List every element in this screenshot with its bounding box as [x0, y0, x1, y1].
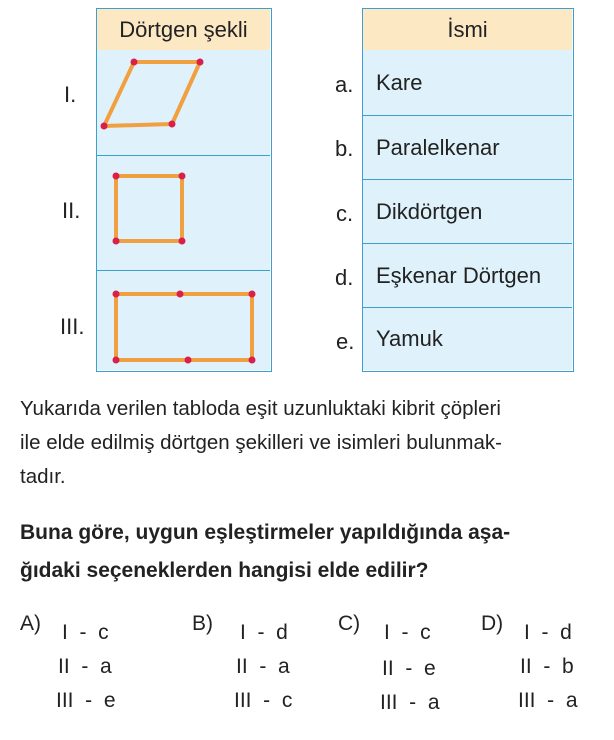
- option-b-line-3: III - c: [234, 689, 293, 712]
- option-b-line-1: I - d: [240, 621, 288, 644]
- name-letter-a: a.: [335, 72, 354, 97]
- shape-table-header: Dörtgen şekli: [97, 9, 270, 51]
- option-d-label[interactable]: D): [481, 612, 504, 635]
- parallelogram-shape: [104, 62, 200, 126]
- name-eskenar-dortgen: Eşkenar Dörtgen: [376, 262, 542, 288]
- rectangle-shape: [116, 294, 252, 360]
- description-line-2: ile elde edilmiş dörtgen şekilleri ve isimleri bulunmak-: [20, 431, 502, 454]
- square-shape: [116, 176, 182, 241]
- option-a-line-3: III - e: [56, 689, 116, 712]
- option-d-line-2: II - b: [520, 655, 574, 678]
- option-c-label[interactable]: C): [338, 612, 361, 635]
- option-b-label[interactable]: B): [192, 612, 213, 635]
- row-label-1: I.: [64, 82, 77, 107]
- name-yamuk: Yamuk: [376, 325, 443, 351]
- name-paralelkenar: Paralelkenar: [376, 134, 500, 160]
- option-c-line-2: II - e: [382, 657, 436, 680]
- question-line-1: Buna göre, uygun eşleştirmeler yapıldığında aşa-: [20, 521, 511, 544]
- row-label-2: II.: [62, 198, 81, 223]
- option-c-line-1: I - c: [384, 621, 431, 644]
- description-line-3: tadır.: [20, 465, 66, 488]
- description-line-1: Yukarıda verilen tabloda eşit uzunluktaki kibrit çöpleri: [20, 397, 501, 420]
- name-kare: Kare: [376, 70, 423, 95]
- name-letter-e: e.: [336, 329, 355, 354]
- name-letter-d: d.: [335, 265, 354, 290]
- name-table-header: İsmi: [363, 9, 572, 51]
- option-c-line-3: III - a: [380, 691, 440, 714]
- question-text: [20, 514, 610, 590]
- name-letter-c: c.: [336, 201, 354, 226]
- option-a-label[interactable]: A): [20, 612, 41, 635]
- row-label-3: III.: [60, 314, 85, 339]
- option-a-line-1: I - c: [62, 621, 109, 644]
- option-b-line-2: II - a: [236, 655, 290, 678]
- name-letter-b: b.: [335, 136, 354, 161]
- name-dikdortgen: Dikdörtgen: [376, 198, 483, 224]
- question-line-2: ğıdaki seçeneklerden hangisi elde edilir?: [20, 559, 429, 582]
- option-a-line-2: II - a: [58, 655, 112, 678]
- option-d-line-1: I - d: [524, 621, 572, 644]
- description-text: [20, 392, 610, 494]
- option-d-line-3: III - a: [518, 689, 578, 712]
